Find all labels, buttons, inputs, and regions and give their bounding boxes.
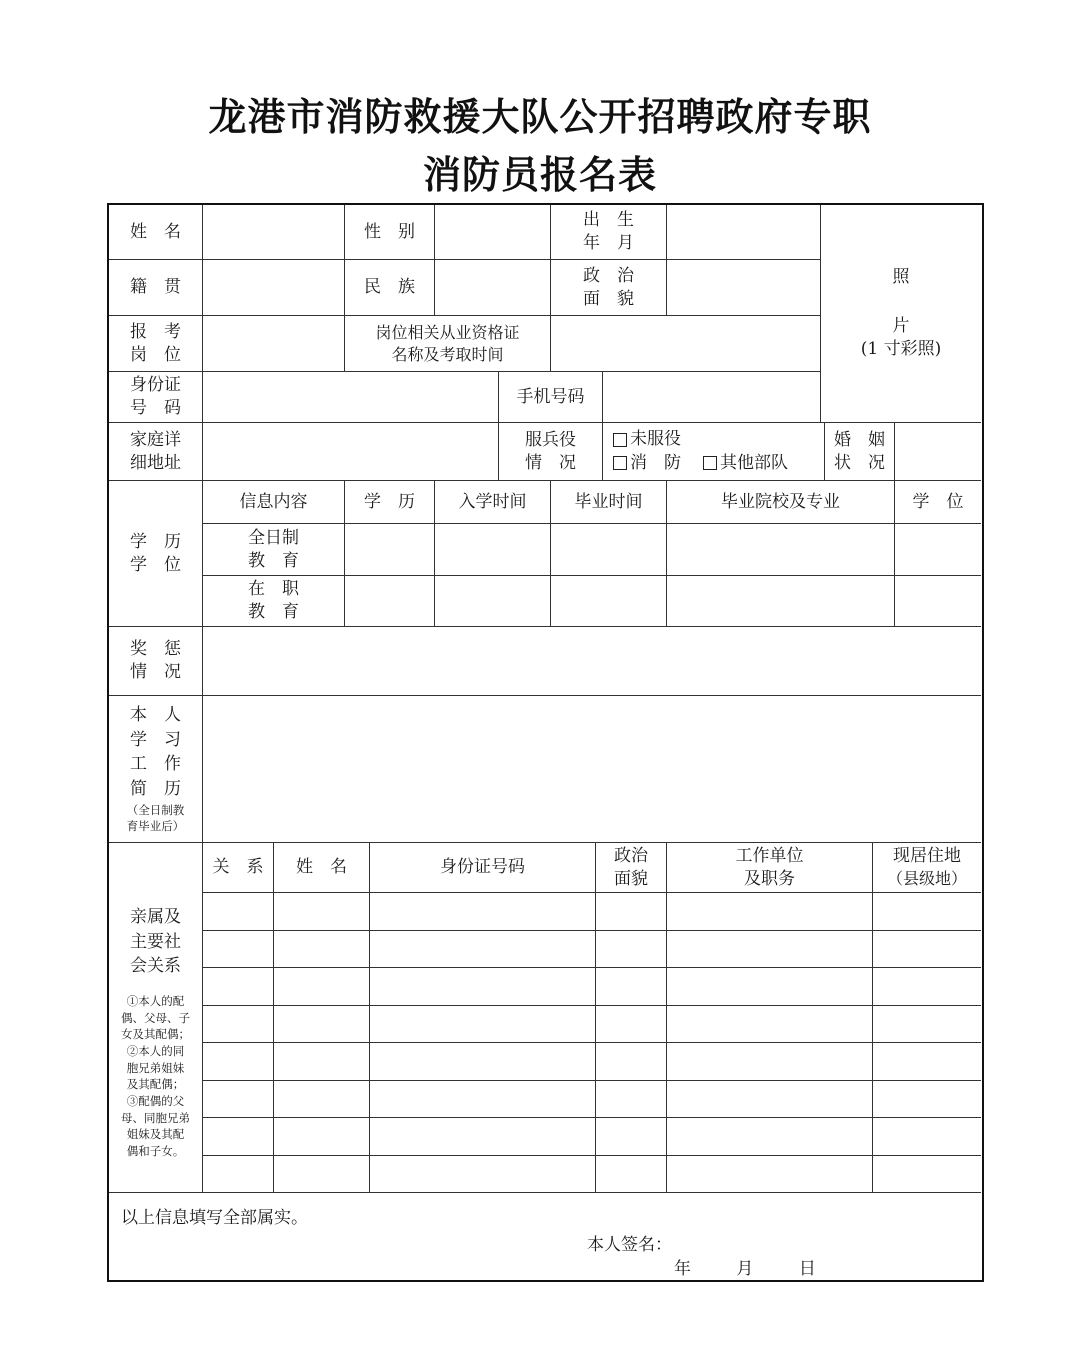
not-served-text: 未服役	[630, 428, 681, 449]
inservice-school-field[interactable]	[667, 576, 895, 627]
edu-header-academic-degree: 学 位	[895, 481, 981, 524]
family-row-5-work-field[interactable]	[667, 1043, 873, 1081]
family-row-6-relation-field[interactable]	[203, 1081, 274, 1119]
family-row-5-id-field[interactable]	[370, 1043, 596, 1081]
family-row-7-relation-field[interactable]	[203, 1118, 274, 1156]
family-row-4-residence-field[interactable]	[873, 1006, 981, 1044]
inservice-education-label: 在 职 教 育	[203, 576, 345, 627]
family-row-6-id-field[interactable]	[370, 1081, 596, 1119]
family-row-6-residence-field[interactable]	[873, 1081, 981, 1119]
option-not-served[interactable]	[613, 428, 681, 452]
photo-box[interactable]	[821, 205, 981, 423]
family-row-2-id-field[interactable]	[370, 931, 596, 969]
family-row-5-residence-field[interactable]	[873, 1043, 981, 1081]
family-row-7-name-field[interactable]	[274, 1118, 370, 1156]
resume-label-cell	[109, 696, 203, 843]
family-row-2-name-field[interactable]	[274, 931, 370, 969]
family-row-3-name-field[interactable]	[274, 968, 370, 1006]
gender-label: 性 别	[345, 205, 435, 260]
family-header-work: 工作单位 及职务	[667, 843, 873, 893]
ethnicity-label: 民 族	[345, 260, 435, 316]
edu-header-info: 信息内容	[203, 481, 345, 524]
family-row-4-id-field[interactable]	[370, 1006, 596, 1044]
family-row-2-relation-field[interactable]	[203, 931, 274, 969]
applied-post-label: 报 考 岗 位	[109, 316, 203, 372]
edu-header-end: 毕业时间	[551, 481, 667, 524]
phone-label: 手机号码	[499, 372, 603, 423]
family-row-5-political-field[interactable]	[596, 1043, 667, 1081]
family-header-residence-cell	[873, 843, 981, 893]
inservice-start-field[interactable]	[435, 576, 551, 627]
family-row-8-work-field[interactable]	[667, 1156, 873, 1194]
family-row-3-residence-field[interactable]	[873, 968, 981, 1006]
form-title-line2: 消防员报名表	[422, 153, 657, 197]
birth-date-field[interactable]	[667, 205, 821, 260]
resume-note: （全日制教 育毕业后）	[126, 802, 185, 834]
family-row-5-name-field[interactable]	[274, 1043, 370, 1081]
option-other-army[interactable]	[703, 452, 788, 476]
form-title-line1: 龙港市消防救援大队公开招聘政府专职	[208, 95, 872, 139]
other-army-checkbox[interactable]	[703, 456, 717, 470]
edu-header-school: 毕业院校及专业	[667, 481, 895, 524]
family-header-residence-note: （县级地）	[886, 869, 967, 889]
family-row-7-id-field[interactable]	[370, 1118, 596, 1156]
fulltime-academic-degree-field[interactable]	[895, 524, 981, 576]
fulltime-degree-field[interactable]	[345, 524, 435, 576]
signature-label[interactable]: 本人签名：	[587, 1235, 672, 1255]
fulltime-education-label: 全日制 教 育	[203, 524, 345, 576]
family-row-3-id-field[interactable]	[370, 968, 596, 1006]
inservice-academic-degree-field[interactable]	[895, 576, 981, 627]
family-row-1-residence-field[interactable]	[873, 893, 981, 931]
family-row-7-residence-field[interactable]	[873, 1118, 981, 1156]
family-row-2-residence-field[interactable]	[873, 931, 981, 969]
rewards-field[interactable]	[203, 627, 981, 696]
family-row-6-name-field[interactable]	[274, 1081, 370, 1119]
family-row-1-id-field[interactable]	[370, 893, 596, 931]
name-label: 姓 名	[109, 205, 203, 260]
family-row-8-name-field[interactable]	[274, 1156, 370, 1194]
qualification-field[interactable]	[551, 316, 821, 372]
home-address-label: 家庭详 细地址	[109, 423, 203, 481]
family-row-7-work-field[interactable]	[667, 1118, 873, 1156]
applied-post-field[interactable]	[203, 316, 345, 372]
family-header-name: 姓 名	[274, 843, 370, 893]
political-status-field[interactable]	[667, 260, 821, 316]
photo-label-bottom: 片	[892, 316, 910, 337]
family-row-1-work-field[interactable]	[667, 893, 873, 931]
family-row-1-relation-field[interactable]	[203, 893, 274, 931]
marital-status-field[interactable]	[895, 423, 981, 481]
name-field[interactable]	[203, 205, 345, 260]
date-year: 年	[674, 1259, 691, 1279]
other-army-text: 其他部队	[720, 452, 788, 473]
military-service-options	[603, 423, 825, 481]
id-number-field[interactable]	[203, 372, 499, 423]
edu-header-start: 入学时间	[435, 481, 551, 524]
family-row-4-relation-field[interactable]	[203, 1006, 274, 1044]
family-label: 亲属及 主要社 会关系	[130, 907, 181, 977]
date-month: 月	[736, 1259, 754, 1279]
family-row-8-residence-field[interactable]	[873, 1156, 981, 1194]
family-row-4-work-field[interactable]	[667, 1006, 873, 1044]
photo-size-note: (1 寸彩照)	[860, 338, 942, 359]
family-row-5-relation-field[interactable]	[203, 1043, 274, 1081]
native-place-label: 籍 贯	[109, 260, 203, 316]
education-section-label: 学 历 学 位	[109, 481, 203, 627]
date-day: 日	[798, 1259, 816, 1279]
family-row-2-political-field[interactable]	[596, 931, 667, 969]
family-row-3-work-field[interactable]	[667, 968, 873, 1006]
resume-label: 本 人 学 习 工 作 简 历	[130, 705, 181, 799]
fulltime-school-field[interactable]	[667, 524, 895, 576]
gender-field[interactable]	[435, 205, 551, 260]
family-row-6-work-field[interactable]	[667, 1081, 873, 1119]
marital-status-label: 婚 姻 状 况	[825, 423, 895, 481]
family-row-3-political-field[interactable]	[596, 968, 667, 1006]
family-note: ①本人的配 偶、父母、子 女及其配偶； ②本人的同 胞兄弟姐妹 及其配偶； ③配偶的父 母、同胞兄弟 姐妹及其配 偶和子女。	[121, 993, 190, 1158]
ethnicity-field[interactable]	[435, 260, 551, 316]
family-row-2-work-field[interactable]	[667, 931, 873, 969]
edu-header-degree: 学 历	[345, 481, 435, 524]
rewards-label: 奖 惩 情 况	[109, 627, 203, 696]
family-row-7-political-field[interactable]	[596, 1118, 667, 1156]
family-row-4-political-field[interactable]	[596, 1006, 667, 1044]
resume-field[interactable]	[203, 696, 981, 843]
inservice-degree-field[interactable]	[345, 576, 435, 627]
declaration-text: 以上信息填写全部属实。	[121, 1208, 308, 1228]
fulltime-start-field[interactable]	[435, 524, 551, 576]
declaration-area	[109, 1193, 981, 1279]
political-status-label: 政 治 面 貌	[551, 260, 667, 316]
phone-field[interactable]	[603, 372, 821, 423]
family-row-6-political-field[interactable]	[596, 1081, 667, 1119]
family-header-residence: 现居住地	[893, 846, 961, 867]
family-row-1-political-field[interactable]	[596, 893, 667, 931]
family-row-3-relation-field[interactable]	[203, 968, 274, 1006]
option-fire-service[interactable]	[613, 452, 681, 476]
family-header-relation: 关 系	[203, 843, 274, 893]
military-service-label: 服兵役 情 况	[499, 423, 603, 481]
id-number-label: 身份证 号 码	[109, 372, 203, 423]
family-row-8-relation-field[interactable]	[203, 1156, 274, 1194]
family-header-id: 身份证号码	[370, 843, 596, 893]
birth-date-label: 出 生 年 月	[551, 205, 667, 260]
family-row-8-id-field[interactable]	[370, 1156, 596, 1194]
family-row-1-name-field[interactable]	[274, 893, 370, 931]
family-row-4-name-field[interactable]	[274, 1006, 370, 1044]
family-row-8-political-field[interactable]	[596, 1156, 667, 1194]
registration-form-table	[107, 203, 984, 1282]
fulltime-end-field[interactable]	[551, 524, 667, 576]
signature-date[interactable]	[674, 1254, 856, 1279]
fire-service-checkbox[interactable]	[613, 456, 627, 470]
inservice-end-field[interactable]	[551, 576, 667, 627]
home-address-field[interactable]	[203, 423, 499, 481]
not-served-checkbox[interactable]	[613, 433, 627, 447]
family-label-cell	[109, 843, 203, 1193]
photo-label-top: 照	[892, 267, 910, 288]
qualification-label: 岗位相关从业资格证 名称及考取时间	[345, 316, 551, 372]
fire-service-text: 消 防	[630, 452, 681, 473]
family-header-political: 政治 面貌	[596, 843, 667, 893]
native-place-field[interactable]	[203, 260, 345, 316]
